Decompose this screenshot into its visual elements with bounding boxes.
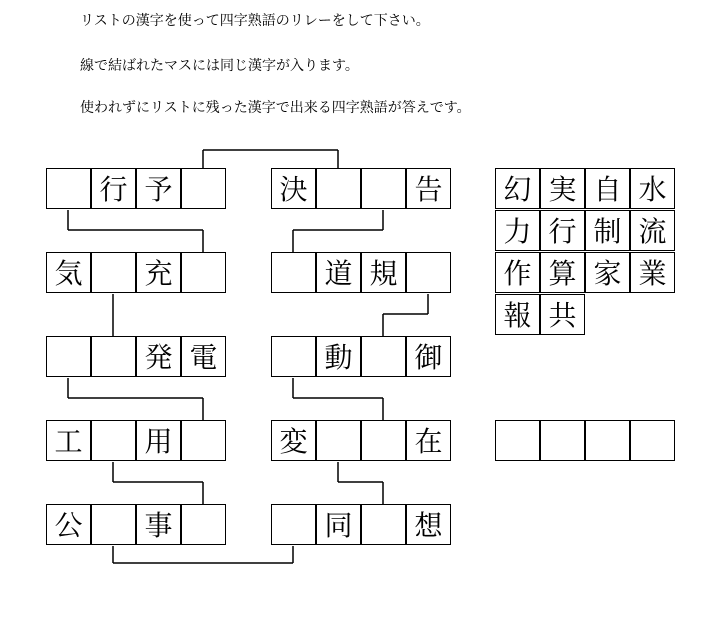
puzzle-kanji-cell: 告	[406, 168, 451, 209]
answer-cell[interactable]	[495, 420, 540, 461]
puzzle-kanji-cell: 公	[46, 504, 91, 545]
puzzle-kanji-cell: 電	[181, 336, 226, 377]
kanji-list-item[interactable]: 実	[540, 168, 585, 209]
kanji-list-item[interactable]: 行	[540, 210, 585, 251]
puzzle-kanji-cell: 規	[361, 252, 406, 293]
puzzle-blank-cell[interactable]	[91, 420, 136, 461]
puzzle-blank-cell[interactable]	[316, 168, 361, 209]
puzzle-blank-cell[interactable]	[91, 336, 136, 377]
kanji-list-item[interactable]: 業	[630, 252, 675, 293]
puzzle-kanji-cell: 行	[91, 168, 136, 209]
puzzle-kanji-cell: 同	[316, 504, 361, 545]
puzzle-kanji-cell: 変	[271, 420, 316, 461]
instruction-line-1: リストの漢字を使って四字熟語のリレーをして下さい。	[80, 13, 430, 29]
puzzle-blank-cell[interactable]	[181, 168, 226, 209]
instruction-line-3: 使われずにリストに残った漢字で出来る四字熟語が答えです。	[80, 100, 471, 116]
puzzle-kanji-cell: 決	[271, 168, 316, 209]
kanji-list-item[interactable]: 算	[540, 252, 585, 293]
puzzle-kanji-cell: 事	[136, 504, 181, 545]
answer-cell[interactable]	[630, 420, 675, 461]
kanji-list-item[interactable]: 自	[585, 168, 630, 209]
kanji-list-item[interactable]: 作	[495, 252, 540, 293]
puzzle-blank-cell[interactable]	[271, 252, 316, 293]
puzzle-blank-cell[interactable]	[406, 252, 451, 293]
puzzle-blank-cell[interactable]	[91, 252, 136, 293]
answer-cell[interactable]	[585, 420, 630, 461]
puzzle-kanji-cell: 御	[406, 336, 451, 377]
kanji-list-item[interactable]: 水	[630, 168, 675, 209]
answer-cell[interactable]	[540, 420, 585, 461]
kanji-list-item[interactable]: 力	[495, 210, 540, 251]
puzzle-blank-cell[interactable]	[271, 336, 316, 377]
puzzle-kanji-cell: 動	[316, 336, 361, 377]
kanji-list-item[interactable]: 共	[540, 294, 585, 335]
puzzle-blank-cell[interactable]	[181, 252, 226, 293]
puzzle-blank-cell[interactable]	[181, 420, 226, 461]
puzzle-blank-cell[interactable]	[316, 420, 361, 461]
puzzle-kanji-cell: 工	[46, 420, 91, 461]
puzzle-blank-cell[interactable]	[46, 336, 91, 377]
puzzle-blank-cell[interactable]	[361, 168, 406, 209]
puzzle-blank-cell[interactable]	[361, 420, 406, 461]
puzzle-blank-cell[interactable]	[361, 336, 406, 377]
puzzle-kanji-cell: 用	[136, 420, 181, 461]
puzzle-blank-cell[interactable]	[361, 504, 406, 545]
instruction-line-2: 線で結ばれたマスには同じ漢字が入ります。	[80, 58, 359, 74]
puzzle-blank-cell[interactable]	[46, 168, 91, 209]
puzzle-kanji-cell: 充	[136, 252, 181, 293]
kanji-list-item[interactable]: 流	[630, 210, 675, 251]
kanji-list-item[interactable]: 家	[585, 252, 630, 293]
puzzle-kanji-cell: 予	[136, 168, 181, 209]
puzzle-blank-cell[interactable]	[181, 504, 226, 545]
puzzle-kanji-cell: 想	[406, 504, 451, 545]
kanji-list-item[interactable]: 幻	[495, 168, 540, 209]
puzzle-kanji-cell: 気	[46, 252, 91, 293]
kanji-list-item[interactable]: 報	[495, 294, 540, 335]
puzzle-blank-cell[interactable]	[271, 504, 316, 545]
kanji-list-item[interactable]: 制	[585, 210, 630, 251]
puzzle-kanji-cell: 在	[406, 420, 451, 461]
puzzle-kanji-cell: 発	[136, 336, 181, 377]
puzzle-blank-cell[interactable]	[91, 504, 136, 545]
puzzle-kanji-cell: 道	[316, 252, 361, 293]
